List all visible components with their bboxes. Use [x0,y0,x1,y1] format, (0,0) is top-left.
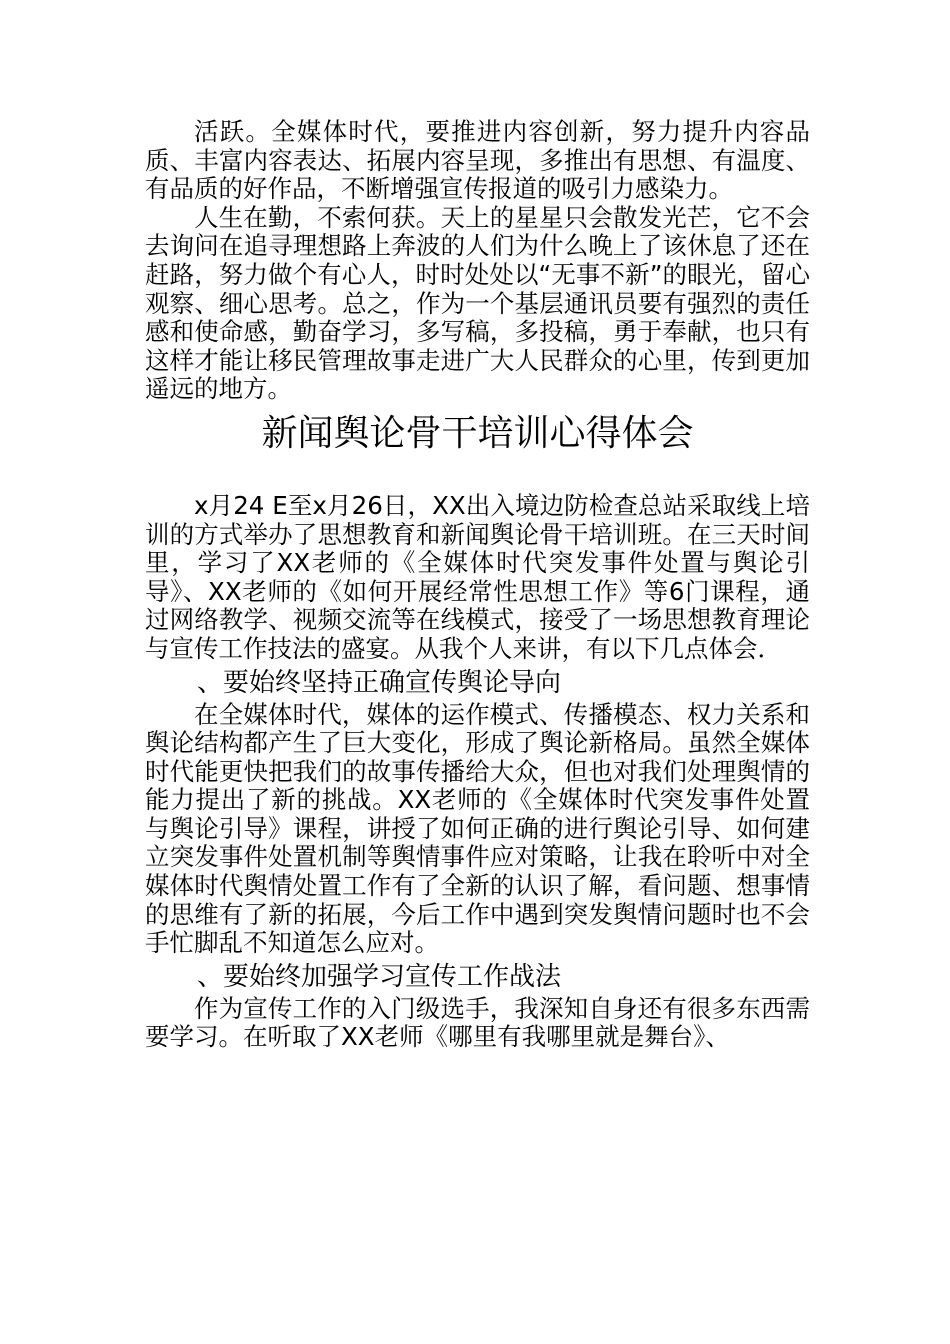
section-2-heading: 、要始终加强学习宣传工作战法 [197,961,562,992]
paragraph-prev-2: 人生在勤，不索何获。天上的星星只会散发光芒，它不会去询问在追寻理想路上奔波的人们为什么晚上了该休息了还在赶路，努力做个有心人，时时处处以“无事不新”的眼光，留心观察、细心思考。总之，作为一个基层通讯员要有强烈的责任感和使命感，勤奋学习，多写稿，多投稿，勇于奉献，也只有这样才能让移民管理故事走进广大人民群众的心里，传到更加遥远的地方。 [145,202,810,404]
paragraph-prev-1: 活跃。全媒体时代，要推进内容创新，努力提升内容品质、丰富内容表达、拓展内容呈现，多推出有思想、有温度、有品质的好作品，不断增强宣传报道的吸引力感染力。 [145,117,810,204]
document-title: 新闻舆论骨干培训心得体会 [261,412,694,454]
section-1-body: 在全媒体时代，媒体的运作模式、传播模态、权力关系和舆论结构都产生了巨大变化，形成了舆论新格局。虽然全媒体时代能更快把我们的故事传播给大众，但也对我们处理舆情的能力提出了新的挑战。XX老师的《全媒体时代突发事件处置与舆论引导》课程，讲授了如何正确的进行舆论引导、如何建立突发事件处置机制等舆情事件应对策略，让我在聆听中对全媒体时代舆情处置工作有了全新的认识了解，看问题、想事情的思维有了新的拓展，今后工作中遇到突发舆情问题时也不会手忙脚乱不知道怎么应对。 [145,699,810,958]
section-2-body: 作为宣传工作的入门级选手，我深知自身还有很多东西需要学习。在听取了XX老师《哪里有我哪里就是舞台》、 [145,993,810,1052]
title-spacer [145,462,810,492]
section-1-heading: 、要始终坚持正确宣传舆论导向 [197,667,562,698]
document-page [145,118,810,1052]
paragraph-intro: x月24 E至x月26日，XX出入境边防检查总站采取线上培训的方式举办了思想教育和新闻舆论骨干培训班。在三天时间里，学习了XX老师的《全媒体时代突发事件处置与舆论引导》、XX老师的《如何开展经常性思想工作》等6门课程，通过网络教学、视频交流等在线模式，接受了一场思想教育理论与宣传工作技法的盛宴。从我个人来讲，有以下几点体会． [145,490,810,663]
